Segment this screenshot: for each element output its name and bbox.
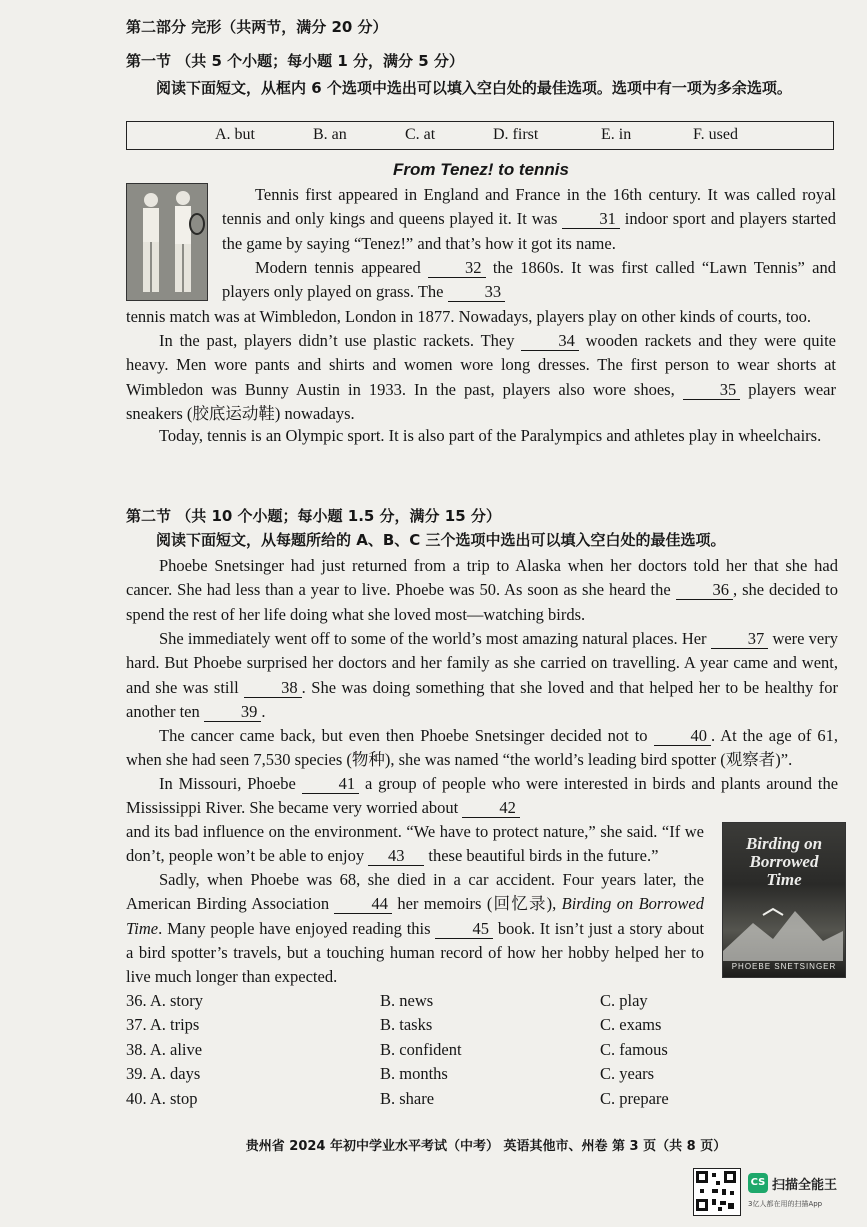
blank-45: 45	[435, 920, 493, 939]
choice-40-a: 40. A. stop	[126, 1089, 198, 1108]
part-title: 第二部分 完形（共两节，满分 20 分）	[126, 18, 388, 36]
blank-37: 37	[711, 630, 769, 649]
choice-36-c: C. play	[600, 991, 648, 1010]
blank-35: 35	[683, 381, 741, 400]
s2-paragraph-3	[126, 724, 838, 773]
s2-p4-text-a: In Missouri, Phoebe	[159, 774, 296, 793]
s2-p4-text-b: a group of people who were interested in birds and plants around the Mississippi River. She became very worried about	[126, 774, 839, 818]
s2-p4-text-d: these beautiful birds in the future.”	[428, 846, 659, 866]
s1-p1-text-b: indoor sport and players started the game by saying “Tenez!” and that’s how it got its name.	[222, 209, 837, 253]
option-a: A. but	[215, 126, 255, 143]
s1-p3-text-c: players wear sneakers (胶底运动鞋) nowadays.	[126, 379, 836, 423]
choice-38-b: B. confident	[380, 1040, 462, 1059]
s2-paragraph-4-tail	[126, 820, 704, 869]
s2-p5-text-c: . Many people have enjoyed reading this	[158, 918, 431, 938]
blank-42: 42	[462, 799, 520, 818]
choice-row-36	[126, 991, 826, 1015]
blank-31: 31	[562, 210, 620, 229]
scanner-app-name: 扫描全能王	[772, 1178, 838, 1193]
s2-paragraph-1	[126, 554, 838, 627]
mountain-bird-icon	[723, 901, 843, 961]
s2-p1-text-a: Phoebe Snetsinger had just returned from a trip to Alaska when her doctors told her that she had cancer. She had less than a year to live. Phoebe was 50. As soon as she heard the	[126, 556, 838, 600]
section2-title: 第二节 （共 10 个小题；每小题 1.5 分，满分 15 分）	[126, 507, 501, 525]
choice-40-b: B. share	[380, 1089, 435, 1108]
s2-p5-text-b: her memoirs (回忆录),	[397, 894, 557, 914]
choice-38-c: C. famous	[600, 1040, 668, 1059]
blank-33: 33	[448, 283, 506, 302]
choice-38-a: 38. A. alive	[126, 1040, 203, 1059]
choice-36-b: B. news	[380, 991, 434, 1010]
scanner-tagline: 3亿人都在用的扫描App	[748, 1200, 823, 1208]
option-d: D. first	[493, 126, 539, 143]
option-c: C. at	[405, 126, 436, 143]
choice-36-a: 36. A. story	[126, 991, 204, 1010]
s1-p1-text-a: Tennis first appeared in England and France in the 16th century. It was called royal tennis and only kings and queens played it. It was	[222, 185, 836, 229]
choice-37-c: C. exams	[600, 1015, 662, 1034]
choice-row-37	[126, 1015, 826, 1039]
choice-37-a: 37. A. trips	[126, 1015, 200, 1034]
choice-39-b: B. months	[380, 1064, 448, 1083]
tennis-players-icon	[127, 184, 207, 300]
s2-paragraph-4-head	[126, 772, 838, 821]
s2-p2-text-b: were very hard. But Phoebe surprised her doctors and her family as she carried on travelling. A year came and went, and she was still	[126, 629, 838, 697]
s1-paragraph-4: Today, tennis is an Olympic sport. It is also part of the Paralympics and athletes play in wheelchairs.	[159, 426, 822, 445]
blank-38: 38	[244, 679, 302, 698]
option-b: B. an	[313, 126, 347, 143]
blank-44: 44	[334, 895, 392, 914]
tennis-players-photo	[126, 183, 208, 301]
s2-paragraph-2	[126, 627, 838, 724]
page-footer: 贵州省 2024 年初中学业水平考试（中考） 英语其他市、州卷 第 3 页（共 8 页）	[245, 1139, 727, 1154]
option-box	[126, 121, 834, 150]
s2-p2-text-a: She immediately went off to some of the world’s most amazing natural places. Her	[159, 629, 707, 648]
s2-p4-text-c: and its bad influence on the environment. “We have to protect nature,” she said. “If we don’t, people won’t be able to enjoy	[126, 822, 704, 866]
s1-p3-text-b: wooden rackets and they were quite heavy. Men wore pants and shirts and women wore long dresses. The first person to wear shorts at Wimbledon was Bunny Austin in 1933. In the past, players also wore shoes,	[126, 331, 837, 399]
s1-p2-text-b: the 1860s. It was first called “Lawn Tennis” and players only played on grass. The	[222, 258, 836, 302]
blank-39: 39	[204, 703, 262, 722]
blank-36: 36	[676, 581, 734, 600]
choice-row-40	[126, 1089, 826, 1113]
s1-paragraph-2-tail: tennis match was at Wimbledon, London in 1877. Nowadays, players play on other kinds of courts, too.	[126, 307, 812, 326]
section2-instruction: 阅读下面短文，从每题所给的 A、B、C 三个选项中选出可以填入空白处的最佳选项。	[156, 531, 726, 549]
s2-p3-text-a: The cancer came back, but even then Phoebe Snetsinger decided not to	[159, 726, 648, 745]
s2-p2-text-c: . She was doing something that she loved and that helped her to be healthy for another ten	[126, 677, 838, 721]
book-cover-author: PHOEBE SNETSINGER	[731, 962, 837, 971]
book-cover-image	[722, 822, 846, 978]
choice-row-38	[126, 1040, 826, 1064]
s1-paragraph-3	[126, 329, 836, 426]
s1-p2-text-a: Modern tennis appeared	[255, 258, 421, 277]
s2-p2-text-d: .	[261, 701, 266, 721]
section1-instruction: 阅读下面短文，从框内 6 个选项中选出可以填入空白处的最佳选项。选项中有一项为多余选项。	[156, 79, 792, 97]
section1-title: 第一节 （共 5 个小题；每小题 1 分，满分 5 分）	[126, 52, 464, 70]
s1-paragraph-2-head	[222, 256, 836, 305]
blank-32: 32	[428, 259, 486, 278]
choice-37-b: B. tasks	[380, 1015, 433, 1034]
choice-row-39	[126, 1064, 826, 1088]
choice-39-a: 39. A. days	[126, 1064, 201, 1083]
s2-paragraph-5	[126, 868, 704, 989]
option-f: F. used	[693, 126, 738, 143]
s2-p3-text-b: . At the age of 61, when she had seen 7,530 species (物种), she was named “the world’s leading bird spotter (观察者)”.	[126, 726, 839, 770]
s1-p3-text-a: In the past, players didn’t use plastic rackets. They	[159, 331, 515, 350]
blank-41: 41	[302, 775, 360, 794]
choice-39-c: C. years	[600, 1064, 655, 1083]
s2-p5-text-d: book. It isn’t just a story about a bird spotter’s travels, but a touching human record of how her hobby helped her to live much longer than expected.	[126, 918, 705, 987]
s2-p1-text-b: , she decided to spend the rest of her life doing what she loved most—watching birds.	[126, 580, 838, 624]
blank-43: 43	[368, 847, 424, 866]
camscanner-logo-icon: CS	[748, 1173, 768, 1193]
option-e: E. in	[601, 126, 632, 143]
blank-40: 40	[654, 727, 712, 746]
s1-paragraph-1	[222, 183, 836, 256]
s2-p5-text-a: Sadly, when Phoebe was 68, she died in a car accident. Four years later, the American Birding Association	[126, 870, 704, 914]
blank-34: 34	[521, 332, 579, 351]
article-title: From Tenez! to tennis	[393, 160, 569, 179]
book-title-inline: Birding on Borrowed Time	[126, 894, 704, 938]
choice-40-c: C. prepare	[600, 1089, 669, 1108]
qr-code-icon	[693, 1168, 741, 1216]
book-cover-title: Birding on Borrowed Time	[745, 834, 823, 889]
